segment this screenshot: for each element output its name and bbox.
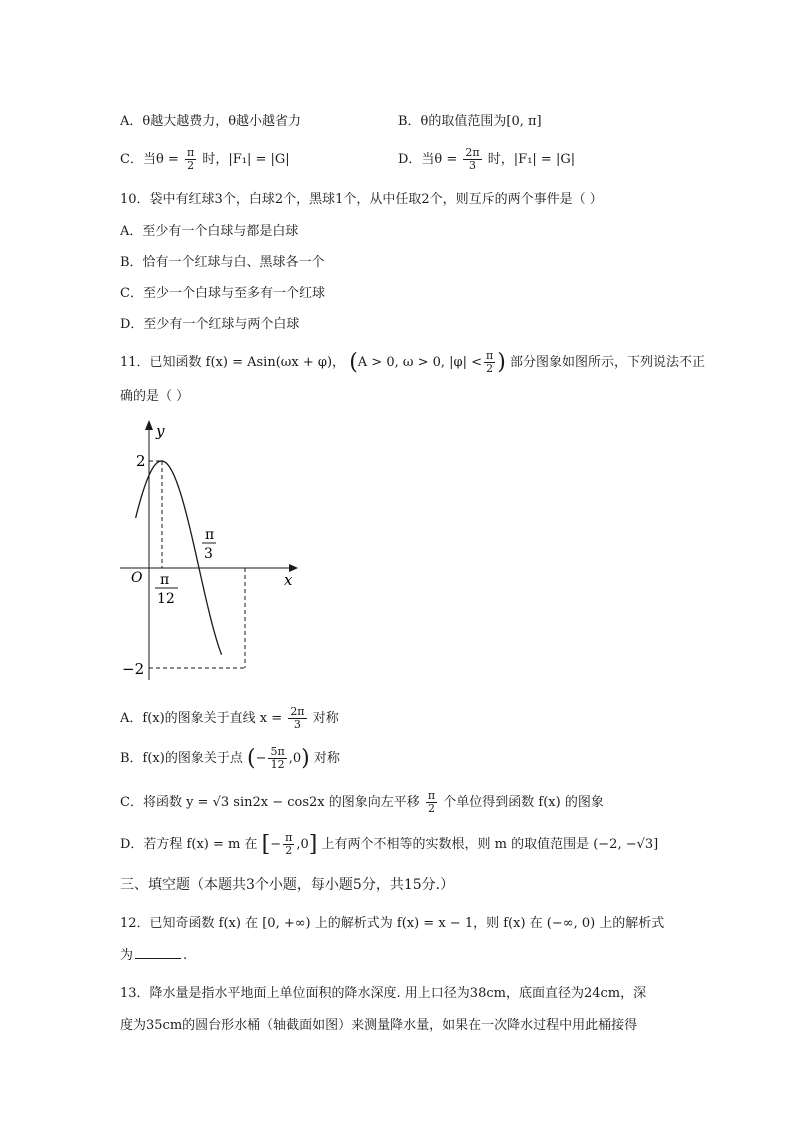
fraction-denominator: 2 [187, 159, 195, 172]
q11-option-d-fraction [283, 832, 294, 857]
q11-stem [120, 350, 705, 375]
q10-option-b: B．恰有一个红球与白、黑球各一个 [120, 255, 325, 270]
y-axis-label: y [156, 422, 165, 440]
fraction-numerator: 2π [290, 705, 305, 718]
q11-option-b: B．f(x)的图象关于点 (− $\frac{5\pi}{12}$ ,0) 对称 [120, 745, 340, 771]
right-paren: ) [301, 746, 310, 771]
answer-blank[interactable] [135, 958, 181, 959]
q9-option-c-prefix: C．当θ = [120, 152, 179, 167]
fraction-numerator: π [486, 349, 494, 362]
q13-line1: 13．降水量是指水平地面上单位面积的降水深度. 用上口径为38cm，底面直径为24cm，深 [120, 986, 647, 1001]
y-axis-arrow-icon [145, 420, 153, 430]
q12-line2-suffix: . [183, 948, 188, 963]
origin-label: O [131, 570, 143, 586]
q11-option-b-prefix: B．f(x)的图象关于点 [120, 751, 243, 766]
left-paren: ( [246, 746, 256, 771]
q11-option-c-suffix: 个单位得到函数 f(x) 的图象 [443, 795, 604, 810]
tick-pi3-numerator: π [205, 527, 215, 543]
q11-option-a-prefix: A．f(x)的图象关于直线 x = [120, 711, 283, 726]
q10-stem: 10．袋中有红球3个，白球2个，黑球1个，从中任取2个，则互斥的两个事件是（ ） [120, 192, 603, 207]
q11-option-c-prefix: C．将函数 y = √3 sin2x − cos2x 的图象向左平移 [120, 795, 420, 810]
fraction-numerator: π [427, 789, 436, 802]
q9-option-c [120, 147, 290, 172]
x-axis-label: x [284, 571, 293, 589]
q11-option-d: D．若方程 f(x) = m 在 [− $\frac{\pi}{2}$ ,0] 上有两个不相等的实数根，则 m 的取值范围是 (−2, −√3] [120, 831, 659, 857]
q9-option-c-suffix: 时，|F₁| = |G| [202, 152, 290, 167]
q10-option-d: D．至少有一个红球与两个白球 [120, 317, 300, 332]
fraction-denominator: 2 [428, 802, 435, 815]
fraction-denominator: 2 [486, 362, 494, 375]
fraction-denominator: 2 [285, 844, 293, 857]
fraction-numerator: 2π [465, 146, 480, 159]
q9-option-d-suffix: 时，|F₁| = |G| [487, 152, 576, 167]
q13-line2: 度为35cm的圆台形水桶（轴截面如图）来测量降水量，如果在一次降水过程中用此桶接得 [120, 1018, 638, 1033]
fraction-numerator: π [285, 831, 293, 844]
q11-option-d-range: (−2, −√3] [593, 837, 659, 852]
q11-option-d-prefix: D．若方程 f(x) = m 在 [120, 837, 258, 852]
q11-option-b-suffix: 对称 [313, 751, 340, 766]
q11-condition: A > 0, ω > 0, |φ| < [357, 355, 483, 370]
y-min-label: −2 [122, 660, 145, 678]
q12-line2 [120, 944, 187, 963]
section-3-heading: 三、填空题（本题共3个小题，每小题5分，共15分.） [120, 877, 455, 893]
q11-option-d-suffix: 上有两个不相等的实数根，则 m 的取值范围是 [321, 837, 590, 852]
left-paren: ( [349, 350, 358, 375]
q12-line2-prefix: 为 [120, 948, 134, 963]
q9-option-d-fraction [463, 147, 481, 172]
q11-stem-part1: 11．已知函数 f(x) = Asin(ωx + φ)， [120, 355, 346, 370]
sine-graph [112, 418, 312, 690]
q9-option-c-fraction [185, 147, 196, 172]
tick-pi12-numerator: π [160, 572, 170, 588]
q10-option-c: C．至少一个白球与至多有一个红球 [120, 286, 325, 301]
q11-condition-fraction [484, 350, 495, 375]
right-bracket: ] [308, 832, 318, 857]
tick-pi3-denominator: 3 [204, 546, 213, 562]
y-max-label: 2 [136, 452, 146, 470]
tick-pi12-denominator: 12 [157, 591, 175, 607]
q11-stem-part2: 部分图象如图所示，下列说法不正 [510, 355, 706, 370]
fraction-denominator: 12 [270, 758, 285, 771]
fraction-denominator: 3 [293, 718, 301, 731]
q11-option-a-suffix: 对称 [312, 711, 339, 726]
q11-option-c [120, 790, 604, 815]
q9-option-d-prefix: D．当θ = [398, 152, 458, 167]
right-paren: ) [497, 350, 506, 375]
q11-option-c-fraction [426, 790, 437, 815]
q9-option-a: A．θ越大越费力，θ越小越省力 [120, 114, 302, 129]
q11-option-a-fraction [288, 706, 306, 731]
q10-option-a: A．至少有一个白球与都是白球 [120, 224, 299, 239]
q9-option-b: B．θ的取值范围为[0, π] [398, 114, 542, 129]
q11-option-b-fraction [268, 746, 286, 771]
left-bracket: [ [261, 832, 271, 857]
fraction-numerator: π [186, 146, 195, 159]
q9-option-d [398, 147, 575, 172]
fraction-numerator: 5π [270, 745, 285, 758]
q11-option-a [120, 706, 339, 731]
q12-line1: 12．已知奇函数 f(x) 在 [0, +∞) 上的解析式为 f(x) = x − 1，则 f(x) 在 (−∞, 0) 上的解析式 [120, 916, 665, 931]
q11-stem-line2: 确的是（ ） [120, 389, 190, 404]
fraction-denominator: 3 [469, 159, 477, 172]
